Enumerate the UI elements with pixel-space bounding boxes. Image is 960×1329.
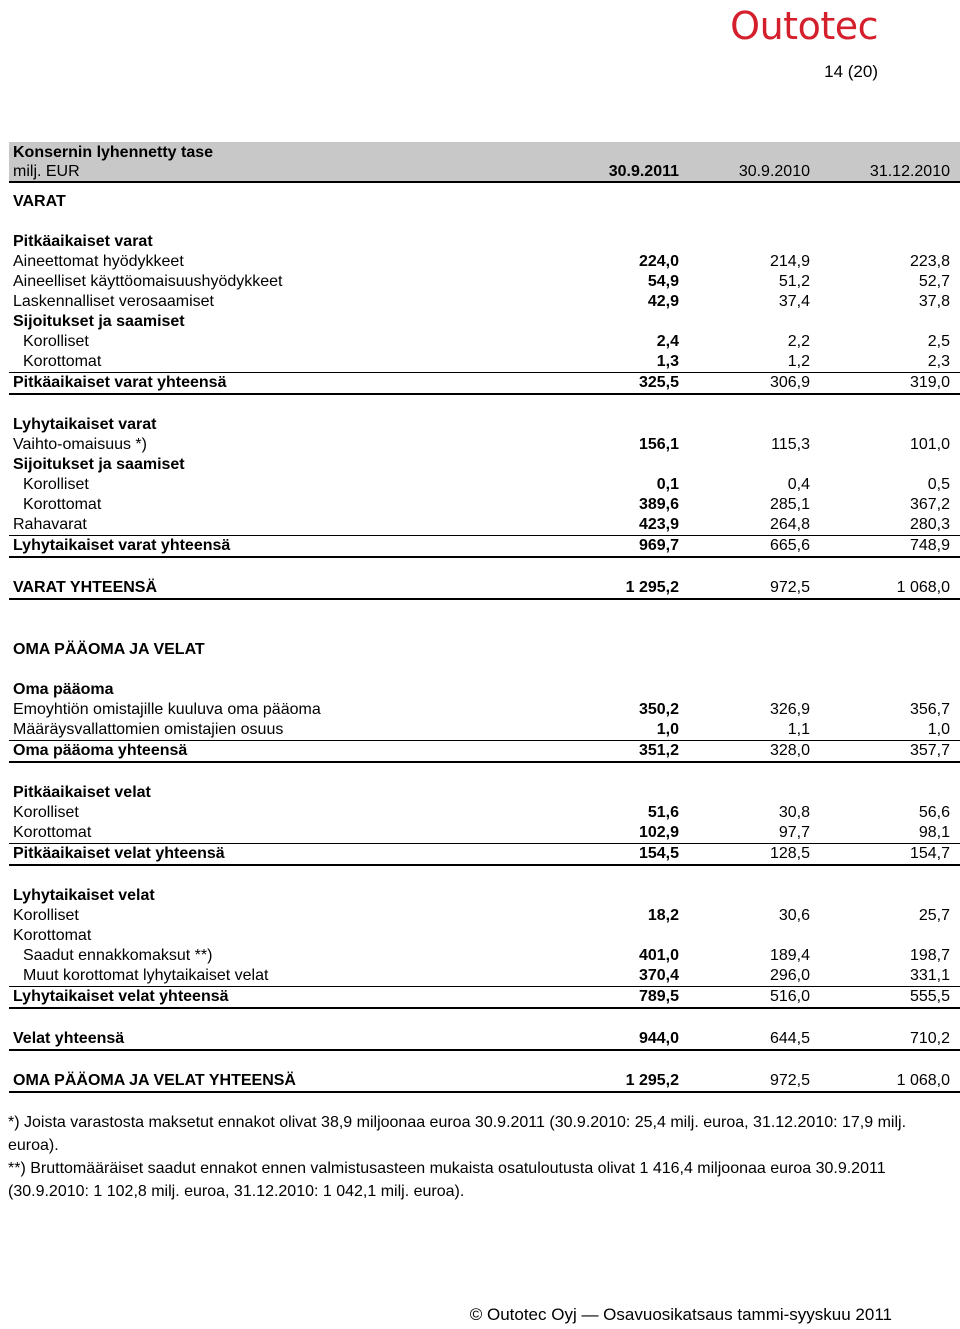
- total-row: [9, 536, 960, 558]
- cell-value: 98,1: [918, 824, 950, 841]
- table-row: [9, 292, 960, 312]
- table-row: [9, 475, 960, 495]
- row-label: Korolliset: [23, 333, 89, 350]
- section-heading-row: [9, 415, 960, 435]
- table-header: [9, 142, 960, 183]
- row-label: Aineettomat hyödykkeet: [13, 253, 184, 270]
- cell-value: 1 295,2: [625, 579, 679, 596]
- unit-label: milj. EUR: [13, 163, 80, 180]
- cell-value: 2,2: [787, 333, 810, 350]
- cell-value: 351,2: [638, 742, 679, 759]
- cell-value: 1 068,0: [896, 1072, 950, 1089]
- row-label: Lyhytaikaiset varat yhteensä: [13, 537, 231, 554]
- cell-value: 370,4: [638, 967, 679, 984]
- row-label: Aineelliset käyttöomaisuushyödykkeet: [13, 273, 283, 290]
- row-label: Oma pääoma yhteensä: [13, 742, 188, 759]
- row-label: Saadut ennakkomaksut **): [23, 947, 213, 964]
- cell-value: 389,6: [638, 496, 679, 513]
- row-label: VARAT: [13, 193, 66, 210]
- cell-value: 128,5: [769, 845, 810, 862]
- cell-value: 280,3: [909, 516, 950, 533]
- row-label: Pitkäaikaiset velat yhteensä: [13, 845, 225, 862]
- cell-value: 189,4: [769, 947, 810, 964]
- row-label: Korottomat: [13, 824, 92, 841]
- cell-value: 0,1: [656, 476, 679, 493]
- row-spacer: [9, 763, 960, 783]
- cell-value: 401,0: [638, 947, 679, 964]
- row-label: Lyhytaikaiset varat: [13, 416, 157, 433]
- cell-value: 331,1: [909, 967, 950, 984]
- cell-value: 2,4: [656, 333, 679, 350]
- row-label: Korottomat: [13, 927, 92, 944]
- cell-value: 54,9: [647, 273, 679, 290]
- row-label: OMA PÄÄOMA JA VELAT YHTEENSÄ: [13, 1072, 296, 1089]
- cell-value: 328,0: [769, 742, 810, 759]
- cell-value: 350,2: [638, 701, 679, 718]
- cell-value: 710,2: [909, 1030, 950, 1047]
- table-row: [9, 332, 960, 352]
- table-row: [9, 906, 960, 926]
- row-label: Korolliset: [13, 907, 79, 924]
- total-row: [9, 578, 960, 600]
- table-row: [9, 720, 960, 741]
- cell-value: 972,5: [769, 1072, 810, 1089]
- column-header-31-12-2010: 31.12.2010: [869, 163, 950, 180]
- row-label: Pitkäaikaiset varat yhteensä: [13, 374, 227, 391]
- cell-value: 37,4: [778, 293, 810, 310]
- cell-value: 555,5: [909, 988, 950, 1005]
- row-label: Velat yhteensä: [13, 1030, 125, 1047]
- row-label: Sijoitukset ja saamiset: [13, 313, 185, 330]
- cell-value: 1,2: [787, 353, 810, 370]
- total-row: [9, 373, 960, 395]
- row-label: Pitkäaikaiset varat: [13, 233, 153, 250]
- cell-value: 56,6: [918, 804, 950, 821]
- cell-value: 306,9: [769, 374, 810, 391]
- table-row: [9, 966, 960, 987]
- total-row: [9, 1071, 960, 1093]
- row-label: Lyhytaikaiset velat: [13, 887, 155, 904]
- cell-value: 30,6: [778, 907, 810, 924]
- row-spacer: [9, 866, 960, 886]
- row-label: Emoyhtiön omistajille kuuluva oma pääoma: [13, 701, 321, 718]
- section-heading-row: [9, 455, 960, 475]
- cell-value: 319,0: [909, 374, 950, 391]
- cell-value: 326,9: [769, 701, 810, 718]
- total-row: [9, 1029, 960, 1051]
- cell-value: 357,7: [909, 742, 950, 759]
- row-spacer: [9, 558, 960, 578]
- cell-value: 198,7: [909, 947, 950, 964]
- cell-value: 0,4: [787, 476, 810, 493]
- row-label: Korolliset: [13, 804, 79, 821]
- row-spacer: [9, 212, 960, 232]
- table-row: [9, 252, 960, 272]
- cell-value: 325,5: [638, 374, 679, 391]
- cell-value: 969,7: [638, 537, 679, 554]
- section-heading-row: [9, 783, 960, 803]
- cell-value: 115,3: [771, 436, 810, 453]
- row-label: Muut korottomat lyhytaikaiset velat: [23, 967, 269, 984]
- row-label: Pitkäaikaiset velat: [13, 784, 151, 801]
- cell-value: 789,5: [638, 988, 679, 1005]
- row-spacer: [9, 395, 960, 415]
- cell-value: 356,7: [909, 701, 950, 718]
- cell-value: 2,5: [927, 333, 950, 350]
- footnote-2: **) Bruttomääräiset saadut ennakot ennen valmistusasteen mukaista osatuloutusta olivat 1 416,4 miljoonaa euroa 30.9.2011 (30.9.2010: 1 102,8 milj. euroa, 31.12.2010: 1 042,1 milj. euroa).: [8, 1160, 886, 1200]
- cell-value: 1 068,0: [896, 579, 950, 596]
- cell-value: 51,6: [647, 804, 679, 821]
- row-spacer: [9, 620, 960, 640]
- cell-value: 101,0: [909, 436, 950, 453]
- page-footer: © Outotec Oyj — Osavuosikatsaus tammi-syyskuu 2011: [469, 1305, 892, 1324]
- row-spacer: [9, 1009, 960, 1029]
- footnotes: [8, 1111, 958, 1203]
- cell-value: 264,8: [769, 516, 810, 533]
- cell-value: 37,8: [918, 293, 950, 310]
- cell-value: 665,6: [769, 537, 810, 554]
- cell-value: 0,5: [927, 476, 950, 493]
- column-header-30-9-2010: 30.9.2010: [738, 163, 810, 180]
- table-title: Konsernin lyhennetty tase: [13, 144, 214, 161]
- page-number: 14 (20): [824, 62, 878, 81]
- cell-value: 2,3: [927, 353, 950, 370]
- section-heading-row: [9, 886, 960, 906]
- section-heading-row: [9, 192, 960, 212]
- row-label: Rahavarat: [13, 516, 87, 533]
- total-row: [9, 844, 960, 866]
- cell-value: 224,0: [638, 253, 679, 270]
- cell-value: 30,8: [778, 804, 810, 821]
- table-row: [9, 515, 960, 536]
- cell-value: 972,5: [769, 579, 810, 596]
- row-spacer: [9, 1051, 960, 1071]
- cell-value: 296,0: [769, 967, 810, 984]
- cell-value: 1,1: [787, 721, 810, 738]
- column-header-30-9-2011: 30.9.2011: [608, 163, 679, 180]
- section-heading-row: [9, 312, 960, 332]
- cell-value: 1,0: [656, 721, 679, 738]
- cell-value: 944,0: [638, 1030, 679, 1047]
- row-label: Korolliset: [23, 476, 89, 493]
- cell-value: 51,2: [778, 273, 810, 290]
- cell-value: 97,7: [778, 824, 810, 841]
- cell-value: 644,5: [769, 1030, 810, 1047]
- cell-value: 367,2: [909, 496, 950, 513]
- row-label: Määräysvallattomien omistajien osuus: [13, 721, 284, 738]
- section-heading-row: [9, 232, 960, 252]
- table-row: [9, 926, 960, 946]
- table-row: [9, 352, 960, 373]
- table-row: [9, 700, 960, 720]
- balance-sheet-table: [9, 142, 960, 1093]
- cell-value: 1,3: [656, 353, 679, 370]
- table-row: [9, 803, 960, 823]
- cell-value: 516,0: [769, 988, 810, 1005]
- cell-value: 52,7: [918, 273, 950, 290]
- cell-value: 156,1: [638, 436, 679, 453]
- table-row: [9, 435, 960, 455]
- row-label: Oma pääoma: [13, 681, 114, 698]
- row-label: Korottomat: [23, 353, 102, 370]
- table-row: [9, 272, 960, 292]
- row-label: VARAT YHTEENSÄ: [13, 579, 158, 596]
- cell-value: 154,5: [638, 845, 679, 862]
- cell-value: 42,9: [647, 293, 679, 310]
- cell-value: 154,7: [909, 845, 950, 862]
- section-heading-row: [9, 680, 960, 700]
- section-heading-row: [9, 640, 960, 660]
- row-label: Laskennalliset verosaamiset: [13, 293, 214, 310]
- outotec-logo: Outotec: [730, 4, 878, 48]
- cell-value: 223,8: [909, 253, 950, 270]
- cell-value: 25,7: [918, 907, 950, 924]
- row-label: Lyhytaikaiset velat yhteensä: [13, 988, 229, 1005]
- row-label: Sijoitukset ja saamiset: [13, 456, 185, 473]
- cell-value: 1,0: [927, 721, 950, 738]
- row-label: OMA PÄÄOMA JA VELAT: [13, 641, 205, 658]
- table-row: [9, 823, 960, 844]
- cell-value: 18,2: [647, 907, 679, 924]
- total-row: [9, 741, 960, 763]
- cell-value: 285,1: [769, 496, 810, 513]
- cell-value: 423,9: [638, 516, 679, 533]
- row-label: Vaihto-omaisuus *): [13, 436, 147, 453]
- cell-value: 1 295,2: [625, 1072, 679, 1089]
- table-row: [9, 946, 960, 966]
- row-label: Korottomat: [23, 496, 102, 513]
- table-row: [9, 495, 960, 515]
- cell-value: 102,9: [638, 824, 679, 841]
- row-spacer: [9, 660, 960, 680]
- footnote-1: *) Joista varastosta maksetut ennakot olivat 38,9 miljoonaa euroa 30.9.2011 (30.9.2010: 25,4 milj. euroa, 31.12.2010: 17,9 milj. euroa).: [8, 1114, 907, 1154]
- cell-value: 214,9: [769, 253, 810, 270]
- cell-value: 748,9: [909, 537, 950, 554]
- row-spacer: [9, 600, 960, 620]
- total-row: [9, 987, 960, 1009]
